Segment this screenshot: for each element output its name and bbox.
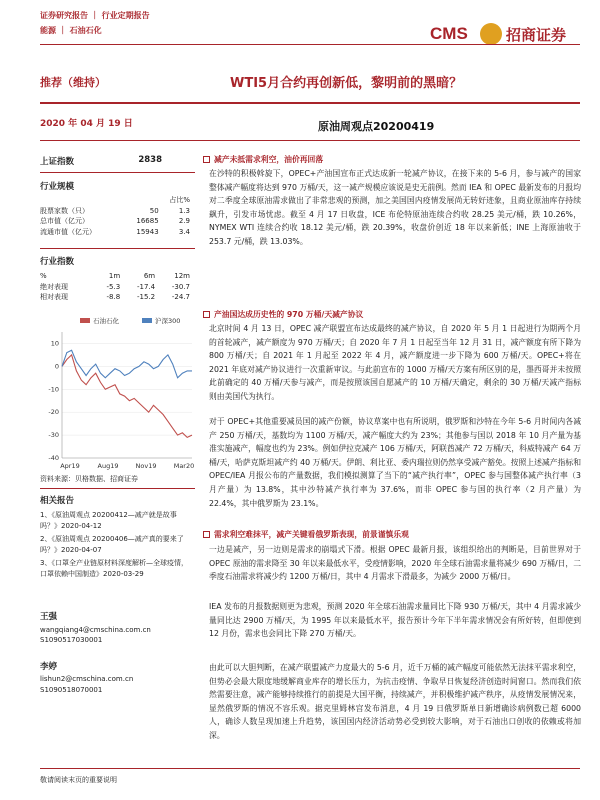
y-tick-label: 0: [54, 362, 59, 371]
cell: -5.3: [106, 282, 121, 291]
legend-label: 石油石化: [93, 317, 119, 325]
cell: 流通市值（亿元）: [40, 227, 96, 236]
cell: -15.2: [136, 293, 156, 302]
left-divider-2: [40, 248, 195, 249]
index-value: 2838: [138, 155, 162, 165]
left-divider-3: [40, 488, 195, 489]
section-paragraph: 由此可以大胆判断，在减产联盟减产力度最大的 5-6 月，近千万桶的减产幅度可能依然无法抹平需求利空，但势必会最大限度地缓解商业库存的增长压力，为抗击疫情、争取早日恢复经济创造时间窗口。然而我们依然需要注意，减产能够持续推行的前提是大国平衡，持续减产，并积极维护减产秩序，从疫情发展情况来，显然俄罗斯的情况不容乐观。据克里姆林宫发布消息，4 月 19 日俄罗斯单日新增确诊病例数已超 6000 人，确诊人数呈现加速上升趋势，该国国内经济活动势必受到较大影响，对于石油出口创收的依赖或将加深。: [209, 663, 581, 740]
footer-note: 敬请阅读末页的重要说明: [40, 776, 117, 784]
table-header-row: [40, 271, 190, 282]
section-heading: [203, 154, 583, 165]
x-tick-label: Nov19: [135, 462, 157, 470]
index-label: 上证指数: [40, 157, 75, 167]
cell: -8.8: [106, 293, 121, 302]
section-heading-text: 减产未抵需求利空，油价再回落: [214, 155, 324, 164]
cell: 50: [149, 206, 159, 215]
cell: -17.4: [136, 282, 156, 291]
section-paragraph: 对于 OPEC+其他重要减员国的减产份额，协议草案中也有所说明，俄罗斯和沙特在今年 5-6 月时间内各减产 250 万桶/天，基数均为 1100 万桶/天，减产幅度大约为 23%；其他参与国以 2018 年 10 月产量为基准实施减产，幅度也约为 23%。例如伊拉克减产 106 万桶/天，阿联酋减产 72 万桶/天，科威特减产 64 万桶/天，哈萨克斯坦减产约 40 万桶/天。伊朗、利比亚、委内瑞拉则仍然享受减产豁免。按照上述减产指标和 OPEC/IEA 月报公布的产量数据，我们模拟测算了当下的“减产执行率”，OPEC 参与国整体减产执行率（3 月产量）为 13.8%，其中沙特减产执行率为 37.6%，而非 OPEC 参与国的执行率（2 月产量）为 22.4%，其中俄罗斯为 23.1%。: [209, 417, 581, 508]
cell: -24.7: [171, 293, 190, 302]
cell: -30.7: [171, 282, 190, 291]
report-header: [40, 8, 150, 38]
series-line: [62, 350, 192, 378]
chart-source: 资料来源：贝格数据、招商证券: [40, 475, 138, 483]
header-divider: [40, 44, 580, 45]
logo-cms-text: CMS: [430, 24, 468, 43]
y-tick-label: 10: [50, 339, 59, 348]
y-tick-label: -30: [48, 431, 59, 440]
table-row: [40, 227, 190, 238]
cell: 1.3: [178, 206, 190, 215]
y-tick-label: -20: [48, 408, 59, 417]
analyst-name: 王强: [40, 612, 58, 622]
bullet-square-icon: [203, 531, 210, 538]
industry-index-table: [40, 271, 190, 303]
date-divider: [40, 140, 580, 141]
header-line2: 能源 ｜ 石油石化: [40, 26, 102, 35]
scale-col-header: 占比%: [169, 196, 190, 205]
left-divider-1: [40, 172, 195, 173]
cms-logo: [430, 20, 578, 50]
index-row: [40, 155, 162, 167]
cell: 总市值（亿元）: [40, 217, 89, 226]
table-row: [40, 206, 190, 217]
section-paragraph: 一边是减产，另一边则是需求的崩塌式下滑。根据 OPEC 最新月报，该组织给出的判断是，目前世界对于 OPEC 原油的需求降至 30 年以来最低水平，受疫情影响，2020 年全球石油需求量将减少 690 万桶/日，二季度石油需求将减少约 1200 万桶/日，其中 4 月需求下滑最多，为减少 2000 万桶/日。: [209, 545, 581, 582]
industry-scale-table: [40, 195, 190, 237]
y-tick-label: -10: [48, 385, 59, 394]
related-heading: 相关报告: [40, 496, 75, 506]
performance-chart: [40, 312, 200, 472]
col-header: %: [40, 272, 47, 281]
cell: 16685: [136, 217, 159, 226]
section-heading: [203, 309, 583, 320]
cell: 2.9: [178, 217, 190, 226]
related-list: [40, 510, 190, 579]
report-date: 2020 年 04 月 19 日: [40, 119, 133, 129]
analyst-block: [40, 612, 190, 695]
cell: 15943: [136, 227, 159, 236]
section-paragraph: 北京时间 4 月 13 日，OPEC 减产联盟宣布达成最终的减产协议，自 2020 年 5 月 1 日起进行为期两个月的首轮减产，减产额度为 970 万桶/天；自 2020 年 7 月 1 日起至当年 12 月 31 日，减产额度有所下降为 800 万桶/天；自 2021 年 1 月起至 2022 年 4 月，减产额度进一步下降为 600 万桶/天。OPEC+将在 2021 年底对减产协议进行一次重新审议。与此前宣布的 1000 万桶/天方案有所区别的是，墨西哥并未按照此前确定的 40 万桶/天参与减产，而是按照该国自愿减产的 10 万桶/天确定，剩余的 30 万桶/天减产指标则由美国代为执行。: [209, 324, 581, 401]
x-tick-label: Apr19: [60, 462, 80, 470]
legend-label: 沪深300: [155, 317, 181, 325]
col-header: 12m: [174, 272, 190, 281]
section-heading-text: 需求利空难抹平，减产关键看俄罗斯表现，前景谨慎乐观: [214, 530, 409, 539]
cell: 股票家数（只）: [40, 206, 89, 215]
analyst-cert: S1090517030001: [40, 636, 103, 644]
header-line1: 证券研究报告 ｜ 行业定期报告: [40, 11, 150, 20]
legend-swatch: [142, 318, 152, 323]
cell: 3.4: [178, 227, 190, 236]
analyst-cert: S1090518070001: [40, 685, 103, 694]
footer-divider: [40, 768, 580, 769]
section-heading-text: 产油国达成历史性的 970 万桶/天减产协议: [214, 310, 364, 319]
legend-swatch: [80, 318, 90, 323]
bullet-square-icon: [203, 156, 210, 163]
section-paragraph: 在沙特的积极斡旋下，OPEC+产油国宣布正式达成新一轮减产协议，在接下来的 5-6 月，参与减产的国家整体减产幅度将达到 970 万桶/天，这一减产规模应该说是史无前例。然而 IEA 和 OPEC 最新发布的月报均对二季度全球原油需求做出了非常悲观的预测，加之美国国内疫情发展尚无转好迹象，且商业原油库存持续飙升，引发市场忧虑。截至 4 月 17 日收盘，ICE 布伦特原油连续合约收 28.25 美元/桶，跌 10.26%，NYMEX WTI 连续合约收 18.12 美元/桶，跌 20.39%，收盘价创近 18 年以来新低；INE 上海原油收于 253.7 元/桶，跌 13.03%。: [209, 169, 581, 246]
related-report-link[interactable]: 2、《原油周观点 20200406—减产真的要来了吗？》2020-04-07: [40, 535, 184, 554]
table-row: [40, 292, 190, 303]
rating-label: 推荐（维持）: [40, 76, 106, 89]
related-report-link[interactable]: 1、《原油周观点 20200412—减产就是故事吗？》2020-04-12: [40, 511, 177, 530]
industry-scale-heading: 行业规模: [40, 182, 75, 192]
bullet-square-icon: [203, 311, 210, 318]
cell: 绝对表现: [40, 282, 68, 291]
col-header: 6m: [143, 272, 156, 281]
x-tick-label: Aug19: [97, 462, 119, 470]
section-heading: [203, 529, 583, 540]
report-title: WTI5月合约再创新低，黎明前的黑暗？: [230, 76, 463, 91]
cell: 相对表现: [40, 293, 68, 302]
table-row: [40, 216, 190, 227]
logo-brand-text: 招商证券: [506, 26, 567, 44]
series-title: 原油周观点20200419: [318, 120, 435, 133]
y-tick-label: -40: [48, 454, 59, 462]
analyst-email[interactable]: lishun2@cmschina.com.cn: [40, 675, 134, 683]
title-divider: [40, 102, 580, 104]
analyst-email[interactable]: wangqiang4@cmschina.com.cn: [40, 625, 151, 634]
section-paragraph: IEA 发布的月报数据则更为悲观，预测 2020 年全球石油需求量同比下降 930 万桶/天，其中 4 月需求减少量同比达 2900 万桶/天，为 1995 年以来最低水平，报告预计今年下半年需求情况会有所好转，但即使到 12 月份，需求也会同比下降 270 万桶/天。: [209, 602, 581, 639]
col-header: 1m: [108, 272, 121, 281]
related-report-link[interactable]: 3、《口罩全产业链原材料深度解析—全球疫情，口罩依赖中国制造》2020-03-29: [40, 559, 188, 578]
x-tick-label: Mar20: [173, 462, 195, 470]
series-line: [62, 355, 192, 438]
logo-emblem-icon: [480, 23, 502, 45]
table-row: [40, 282, 190, 293]
industry-index-heading: 行业指数: [40, 257, 75, 267]
analyst-name: 李婷: [40, 661, 58, 672]
